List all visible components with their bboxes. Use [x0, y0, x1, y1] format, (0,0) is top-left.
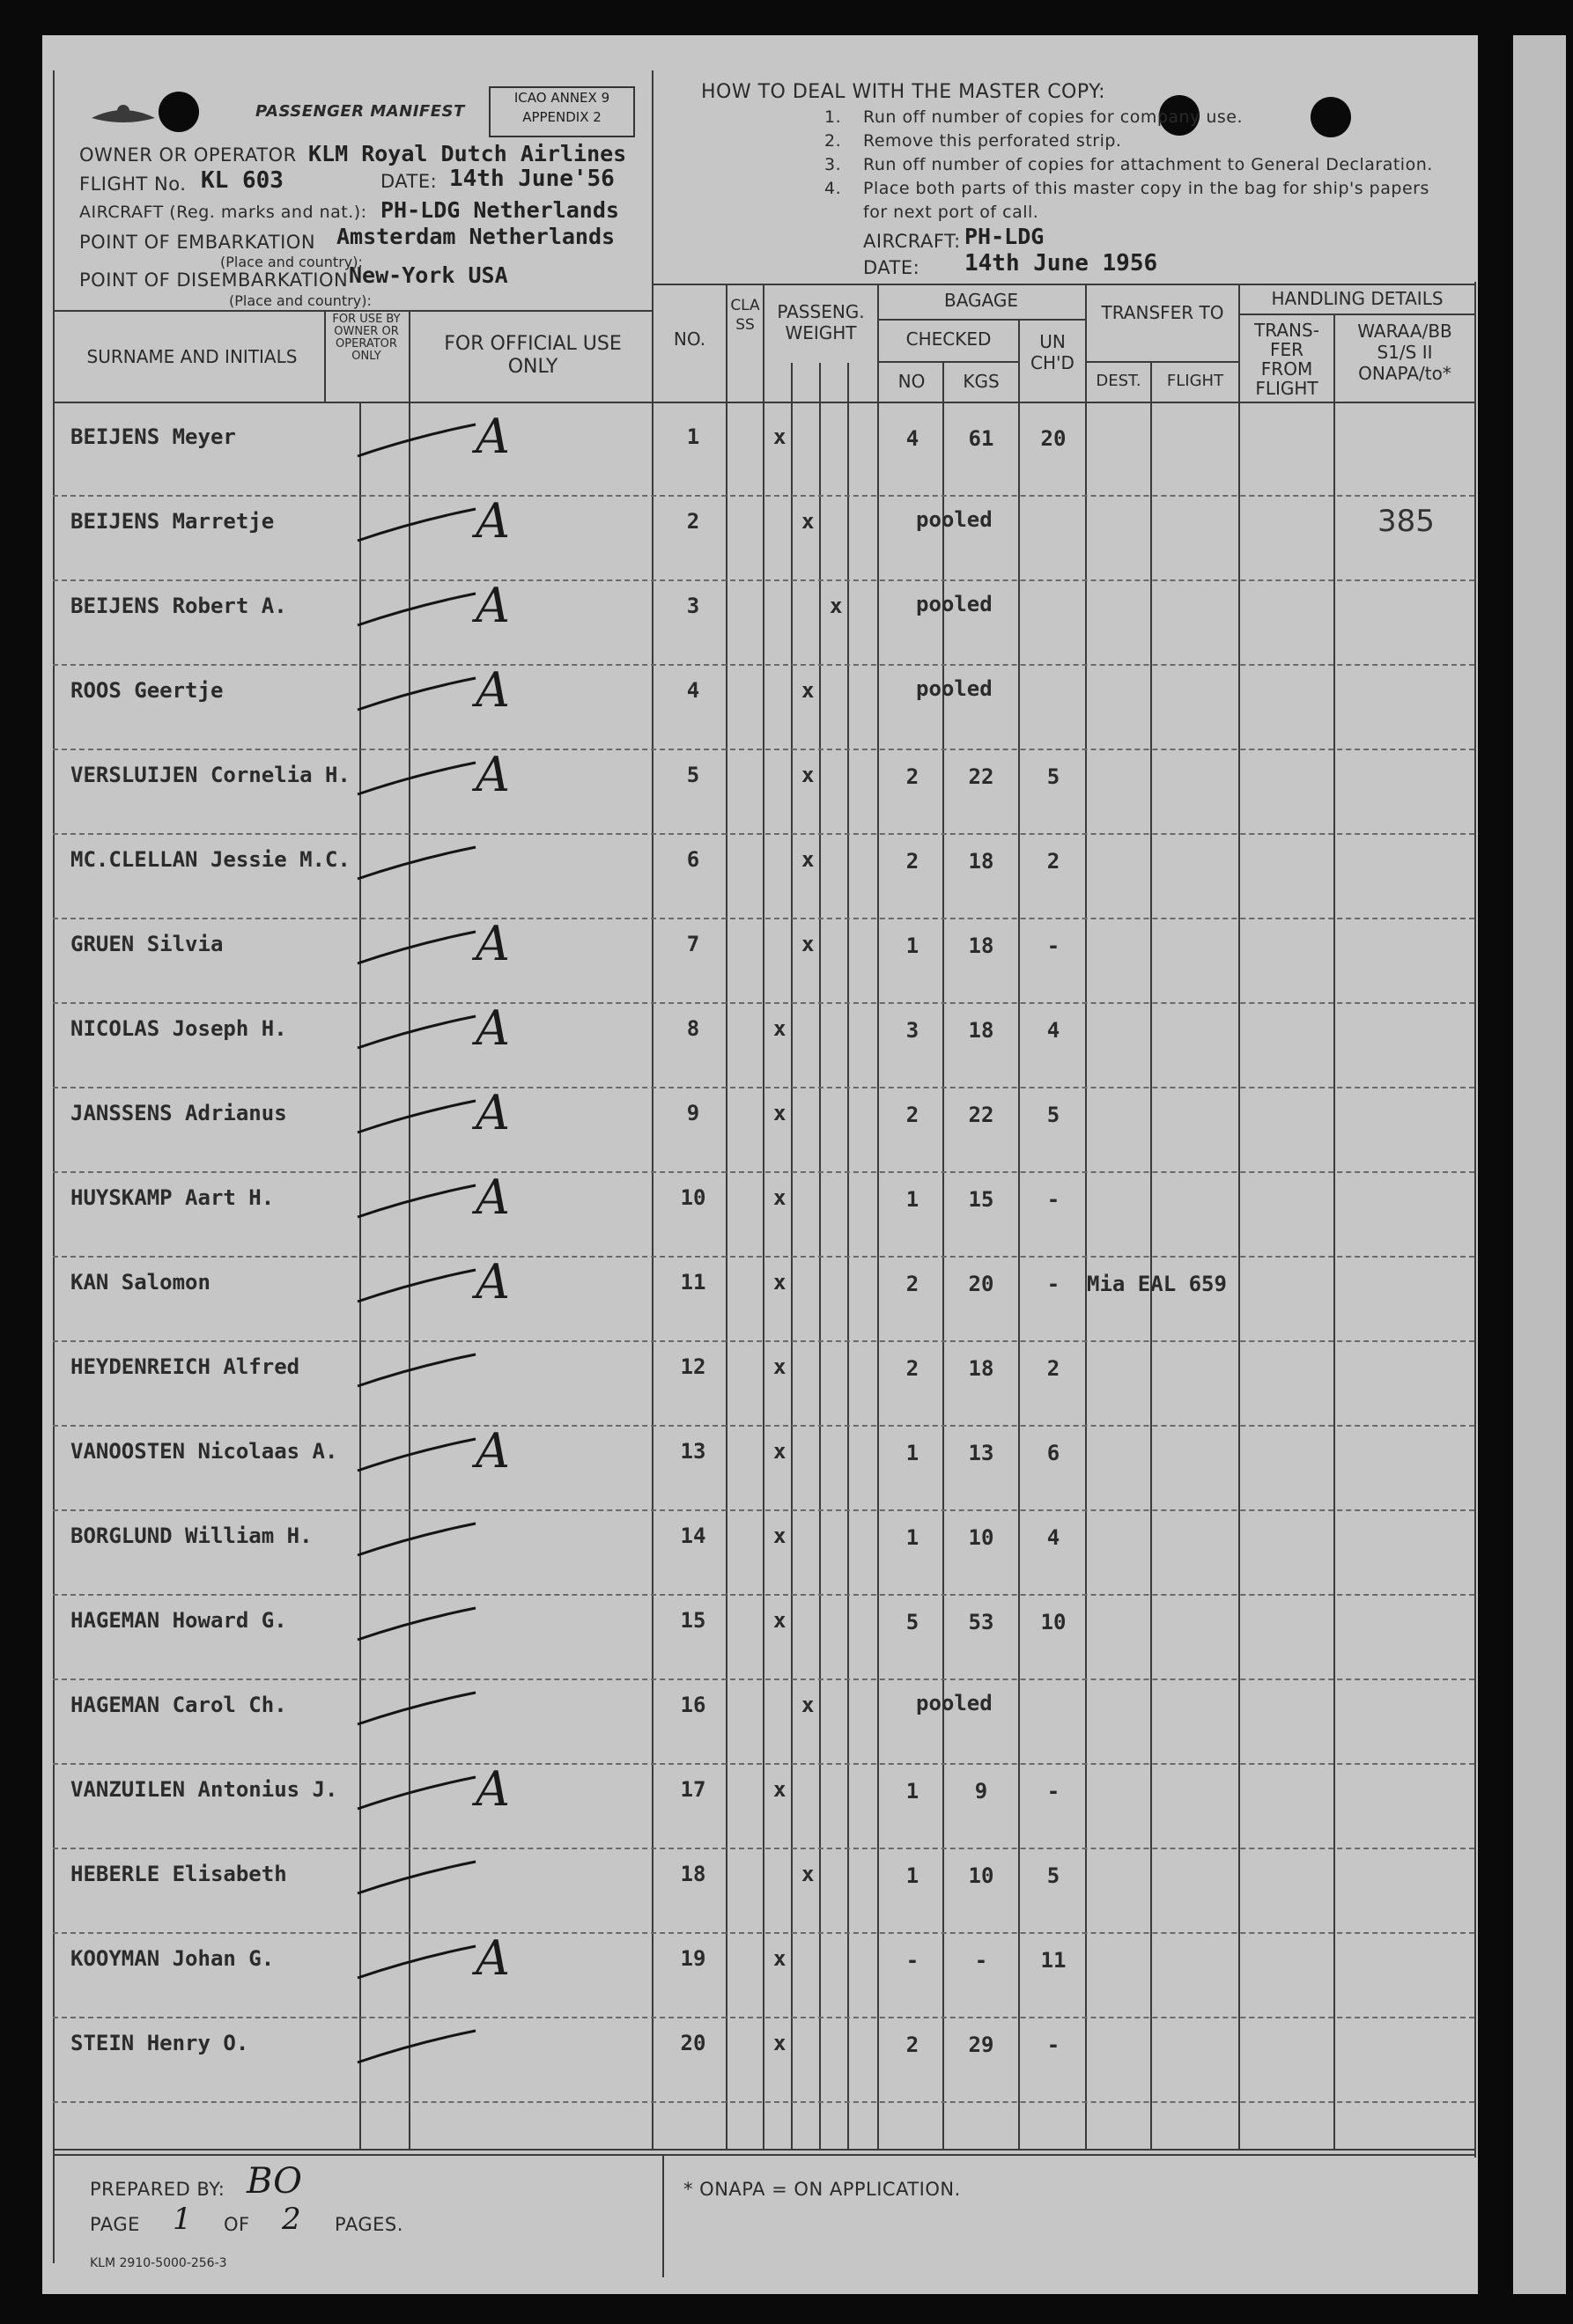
passenger-number: 13 [680, 1439, 706, 1464]
col-header-kgs: KGS [963, 371, 1000, 392]
weight-mark: x [773, 424, 786, 449]
bags-count: - [905, 1948, 919, 1973]
punch-hole [159, 92, 199, 132]
official-mark: A [476, 747, 510, 802]
table-bottom [53, 2154, 1476, 2156]
passenger-number: 15 [680, 1608, 706, 1633]
passenger-name: BEIJENS Marretje [70, 509, 275, 534]
passenger-name: HUYSKAMP Aart H. [70, 1185, 275, 1210]
handling-number: 385 [1377, 504, 1435, 539]
passenger-number: 12 [680, 1354, 706, 1379]
row-separator [53, 1171, 1474, 1173]
bags-pooled: pooled [916, 507, 993, 532]
operator-check-stroke [352, 1686, 484, 1738]
passenger-name: KOOYMAN Johan G. [70, 1946, 275, 1971]
passenger-number: 16 [680, 1693, 706, 1717]
bags-unchecked: 6 [1046, 1441, 1060, 1465]
col-line [726, 284, 727, 2149]
weight-mark: x [801, 763, 815, 787]
passenger-name: ROOS Geertje [70, 678, 224, 703]
operator-check-stroke [352, 2024, 484, 2077]
bags-unchecked: - [1046, 1272, 1060, 1296]
table-bottom [53, 2149, 1476, 2151]
master-aircraft-label: AIRCRAFT: [863, 231, 961, 252]
passenger-name: HEBERLE Elisabeth [70, 1862, 287, 1886]
master-copy-heading: HOW TO DEAL WITH THE MASTER COPY: [701, 81, 1106, 103]
passenger-number: 1 [686, 424, 700, 449]
weight-mark: x [773, 1608, 786, 1633]
passenger-name: HAGEMAN Carol Ch. [70, 1693, 287, 1717]
bags-count: 1 [905, 1441, 919, 1465]
weight-mark: x [773, 1270, 786, 1295]
row-separator [53, 1763, 1474, 1765]
official-mark: A [476, 916, 510, 971]
weight-mark: x [773, 1185, 786, 1210]
perforated-strip [1513, 35, 1566, 2294]
disembark-place-note: (Place and country): [229, 292, 372, 309]
col-header-bag-no: NO [897, 371, 926, 392]
operator-check-stroke [352, 1516, 484, 1569]
col-line [1085, 284, 1087, 2149]
passenger-number: 7 [686, 932, 700, 956]
row-separator [53, 579, 1474, 581]
form-code: KLM 2910-5000-256-3 [90, 2256, 227, 2270]
passenger-number: 10 [680, 1185, 706, 1210]
passenger-number: 11 [680, 1270, 706, 1295]
col-header-no: NO. [673, 328, 706, 350]
col-header-official: FOR OFFICIAL USE ONLY [444, 333, 622, 378]
aircraft-label: AIRCRAFT (Reg. marks and nat.): [79, 203, 367, 222]
col-header-checked: CHECKED [905, 328, 992, 350]
row-separator [53, 1594, 1474, 1596]
flight-value: KL 603 [201, 167, 284, 194]
date-value: 14th June'56 [449, 166, 615, 192]
passenger-name: HAGEMAN Howard G. [70, 1608, 287, 1633]
bags-kgs: 22 [968, 764, 994, 789]
passenger-name: MC.CLELLAN Jessie M.C. [70, 847, 351, 872]
bags-unchecked: 2 [1046, 849, 1060, 874]
official-mark: A [476, 1254, 510, 1310]
passenger-name: BEIJENS Meyer [70, 424, 236, 449]
bags-kgs: 18 [968, 933, 994, 958]
master-step-number: 4. [824, 179, 842, 198]
operator-check-stroke [352, 587, 484, 639]
transfer-note: Mia EAL 659 [1087, 1272, 1227, 1296]
master-step-text: Remove this perforated strip. [863, 131, 1122, 151]
bags-kgs: 20 [968, 1272, 994, 1296]
col-header-weight: PASSENG. WEIGHT [777, 301, 865, 343]
official-mark: A [476, 409, 510, 464]
passenger-number: 6 [686, 847, 700, 872]
page-value: 1 [173, 2202, 192, 2237]
icao-line-1: ICAO ANNEX 9 [513, 90, 610, 106]
disembark-label: POINT OF DISEMBARKATION [79, 269, 349, 291]
transfer-rule [1085, 361, 1238, 363]
of-label: OF [224, 2214, 250, 2235]
weight-mark: x [801, 1862, 815, 1886]
row-separator [53, 833, 1474, 835]
master-date-label: DATE: [863, 257, 920, 278]
operator-check-stroke [352, 1094, 484, 1147]
col-line [877, 284, 879, 2149]
row-separator [53, 918, 1474, 919]
bags-kgs: 18 [968, 1018, 994, 1043]
bags-unchecked: 2 [1046, 1356, 1060, 1381]
passenger-number: 20 [680, 2031, 706, 2055]
bags-kgs: 18 [968, 849, 994, 874]
passenger-number: 17 [680, 1777, 706, 1802]
col-header-baggage: BAGAGE [943, 290, 1018, 311]
master-step-text: Place both parts of this master copy in the bag for ship's papers [863, 179, 1429, 198]
bags-pooled: pooled [916, 1691, 993, 1715]
left-border [53, 70, 55, 2263]
operator-check-stroke [352, 1770, 484, 1823]
row-separator [53, 2101, 1474, 2103]
bags-unchecked: 5 [1046, 764, 1060, 789]
bags-kgs: 29 [968, 2033, 994, 2057]
passenger-number: 5 [686, 763, 700, 787]
passenger-number: 4 [686, 678, 700, 703]
bags-unchecked: 5 [1046, 1863, 1060, 1888]
operator-check-stroke [352, 1347, 484, 1400]
footer-divider [662, 2154, 664, 2277]
bags-unchecked: 4 [1046, 1525, 1060, 1550]
operator-check-stroke [352, 925, 484, 978]
embark-value: Amsterdam Netherlands [336, 224, 616, 249]
page-label: PAGE [90, 2214, 140, 2235]
disembark-value: New-York USA [349, 262, 508, 288]
row-separator [53, 1425, 1474, 1427]
weight-mark: x [773, 1354, 786, 1379]
official-mark: A [476, 662, 510, 718]
right-border [1474, 282, 1476, 2158]
col-header-flight: FLIGHT [1166, 372, 1224, 390]
row-separator [53, 495, 1474, 497]
table-header-bottom [53, 402, 1476, 403]
operator-check-stroke [352, 1601, 484, 1654]
passenger-number: 19 [680, 1946, 706, 1971]
weight-mark: x [773, 1101, 786, 1125]
operator-check-stroke [352, 1178, 484, 1231]
owner-label: OWNER OR OPERATOR [79, 144, 297, 166]
col-header-waraa: WARAA/BB S1/S II ONAPA/to* [1357, 321, 1452, 384]
master-step-text: Run off number of copies for company use. [863, 107, 1244, 127]
aircraft-value: PH-LDG Netherlands [380, 197, 619, 223]
bags-count: 1 [905, 1863, 919, 1888]
passenger-name: VANZUILEN Antonius J. [70, 1777, 338, 1802]
bags-pooled: pooled [916, 592, 993, 616]
passenger-name: GRUEN Silvia [70, 932, 224, 956]
bags-unchecked: 11 [1040, 1948, 1067, 1973]
icao-box [489, 86, 635, 137]
weight-mark: x [773, 1777, 786, 1802]
bags-unchecked: 4 [1046, 1018, 1060, 1043]
bags-kgs: 13 [968, 1441, 994, 1465]
passenger-name: VANOOSTEN Nicolaas A. [70, 1439, 338, 1464]
operator-check-stroke [352, 1263, 484, 1316]
operator-check-stroke [352, 1009, 484, 1062]
official-mark: A [476, 493, 510, 549]
bags-kgs: - [974, 1948, 988, 1973]
passenger-number: 14 [680, 1524, 706, 1548]
header-rule [53, 310, 654, 312]
operator-check-stroke [352, 671, 484, 724]
owner-value: KLM Royal Dutch Airlines [308, 141, 627, 166]
embark-label: POINT OF EMBARKATION [79, 232, 316, 253]
bags-count: 2 [905, 1356, 919, 1381]
bags-count: 2 [905, 1103, 919, 1127]
bags-unchecked: 20 [1040, 426, 1067, 451]
operator-check-stroke [352, 1432, 484, 1485]
weight-mark: x [801, 932, 815, 956]
weight-mark: x [801, 509, 815, 534]
onapa-note: * ONAPA = ON APPLICATION. [683, 2179, 961, 2200]
row-separator [53, 664, 1474, 666]
passenger-number: 9 [686, 1101, 700, 1125]
master-step-text: Run off number of copies for attachment to General Declaration. [863, 155, 1433, 174]
bags-unchecked: - [1046, 2033, 1060, 2057]
bags-count: 4 [905, 426, 919, 451]
passenger-number: 3 [686, 594, 700, 618]
col-header-unchd: UN CH'D [1030, 331, 1075, 373]
bags-unchecked: 10 [1040, 1610, 1067, 1634]
operator-check-stroke [352, 840, 484, 893]
col-line [652, 310, 654, 2149]
operator-check-stroke [352, 756, 484, 808]
passenger-name: STEIN Henry O. [70, 2031, 249, 2055]
handling-rule [1238, 314, 1476, 315]
bags-pooled: pooled [916, 676, 993, 701]
operator-check-stroke [352, 417, 484, 470]
bags-count: 2 [905, 2033, 919, 2057]
master-aircraft-value: PH-LDG [964, 224, 1045, 249]
passenger-name: VERSLUIJEN Cornelia H. [70, 763, 351, 787]
official-mark: A [476, 1423, 510, 1479]
bags-kgs: 9 [974, 1779, 988, 1804]
bags-kgs: 18 [968, 1356, 994, 1381]
row-separator [53, 1002, 1474, 1004]
master-step-number: 3. [824, 155, 842, 174]
weight-mark: x [773, 1016, 786, 1041]
master-date-value: 14th June 1956 [964, 250, 1158, 277]
passenger-name: BEIJENS Robert A. [70, 594, 287, 618]
official-mark: A [476, 1085, 510, 1140]
icao-line-2: APPENDIX 2 [522, 109, 602, 125]
official-mark: A [476, 578, 510, 633]
col-line [1018, 319, 1020, 2149]
weight-mark: x [773, 1439, 786, 1464]
bags-count: 5 [905, 1610, 919, 1634]
passenger-name: BORGLUND William H. [70, 1524, 313, 1548]
bags-unchecked: - [1046, 933, 1060, 958]
weight-mark: x [801, 847, 815, 872]
operator-check-stroke [352, 1939, 484, 1992]
col-line [1333, 315, 1335, 2149]
passenger-name: NICOLAS Joseph H. [70, 1016, 287, 1041]
row-separator [53, 1340, 1474, 1342]
master-step-number: 2. [824, 131, 842, 151]
passenger-number: 18 [680, 1862, 706, 1886]
weight-mark: x [801, 1693, 815, 1717]
col-header-operator: FOR USE BY OWNER OR OPERATOR ONLY [332, 313, 401, 363]
bags-kgs: 61 [968, 426, 994, 451]
embark-place-note: (Place and country): [220, 254, 363, 270]
col-line [763, 284, 764, 2149]
col-header-dest: DEST. [1096, 372, 1141, 390]
col-header-surname: SURNAME AND INITIALS [86, 346, 298, 367]
bags-kgs: 15 [968, 1187, 994, 1212]
bags-unchecked: - [1046, 1779, 1060, 1804]
row-separator [53, 1509, 1474, 1511]
official-mark: A [476, 1000, 510, 1056]
punch-hole [1311, 97, 1351, 137]
date-label: DATE: [380, 171, 438, 192]
bags-kgs: 10 [968, 1525, 994, 1550]
passenger-number: 8 [686, 1016, 700, 1041]
form-title: PASSENGER MANIFEST [255, 102, 465, 121]
master-step-text: for next port of call. [863, 203, 1039, 222]
bags-count: 1 [905, 1779, 919, 1804]
row-separator [53, 749, 1474, 750]
pages-label: PAGES. [335, 2214, 403, 2235]
official-mark: A [476, 1761, 510, 1817]
of-value: 2 [282, 2202, 301, 2237]
bags-unchecked: 5 [1046, 1103, 1060, 1127]
bags-kgs: 53 [968, 1610, 994, 1634]
col-header-transfer-from: TRANS- FER FROM FLIGHT [1254, 320, 1319, 399]
passenger-name: HEYDENREICH Alfred [70, 1354, 300, 1379]
passenger-name: JANSSENS Adrianus [70, 1101, 287, 1125]
bags-kgs: 10 [968, 1863, 994, 1888]
operator-check-stroke [352, 502, 484, 555]
bags-count: 1 [905, 1187, 919, 1212]
master-step-number: 1. [824, 107, 842, 127]
weight-mark: x [773, 1524, 786, 1548]
weight-mark: x [830, 594, 843, 618]
bags-count: 1 [905, 933, 919, 958]
col-header-class: CLASS [730, 297, 760, 334]
flight-label: FLIGHT No. [79, 173, 187, 195]
passenger-number: 2 [686, 509, 700, 534]
row-separator [53, 2017, 1474, 2018]
klm-logo [88, 99, 159, 130]
operator-check-stroke [352, 1855, 484, 1907]
official-mark: A [476, 1169, 510, 1225]
bags-count: 3 [905, 1018, 919, 1043]
bag-rule [877, 319, 1085, 321]
weight-mark: x [801, 678, 815, 703]
row-separator [53, 1678, 1474, 1680]
col-header-handling: HANDLING DETAILS [1271, 288, 1444, 309]
bags-count: 2 [905, 1272, 919, 1296]
col-line [1238, 284, 1240, 2149]
passenger-name: KAN Salomon [70, 1270, 210, 1295]
row-separator [53, 1256, 1474, 1258]
row-separator [53, 1087, 1474, 1088]
prepared-value: BO [247, 2161, 302, 2202]
bags-kgs: 22 [968, 1103, 994, 1127]
header-rule [654, 284, 1476, 285]
bags-count: 1 [905, 1525, 919, 1550]
bags-count: 2 [905, 849, 919, 874]
weight-mark: x [773, 1946, 786, 1971]
row-separator [53, 1932, 1474, 1934]
row-separator [53, 1848, 1474, 1849]
prepared-label: PREPARED BY: [90, 2179, 225, 2200]
official-mark: A [476, 1930, 510, 1986]
weight-mark: x [773, 2031, 786, 2055]
bags-unchecked: - [1046, 1187, 1060, 1212]
bags-count: 2 [905, 764, 919, 789]
col-header-transfer: TRANSFER TO [1101, 302, 1224, 323]
bag-rule [877, 361, 1018, 363]
